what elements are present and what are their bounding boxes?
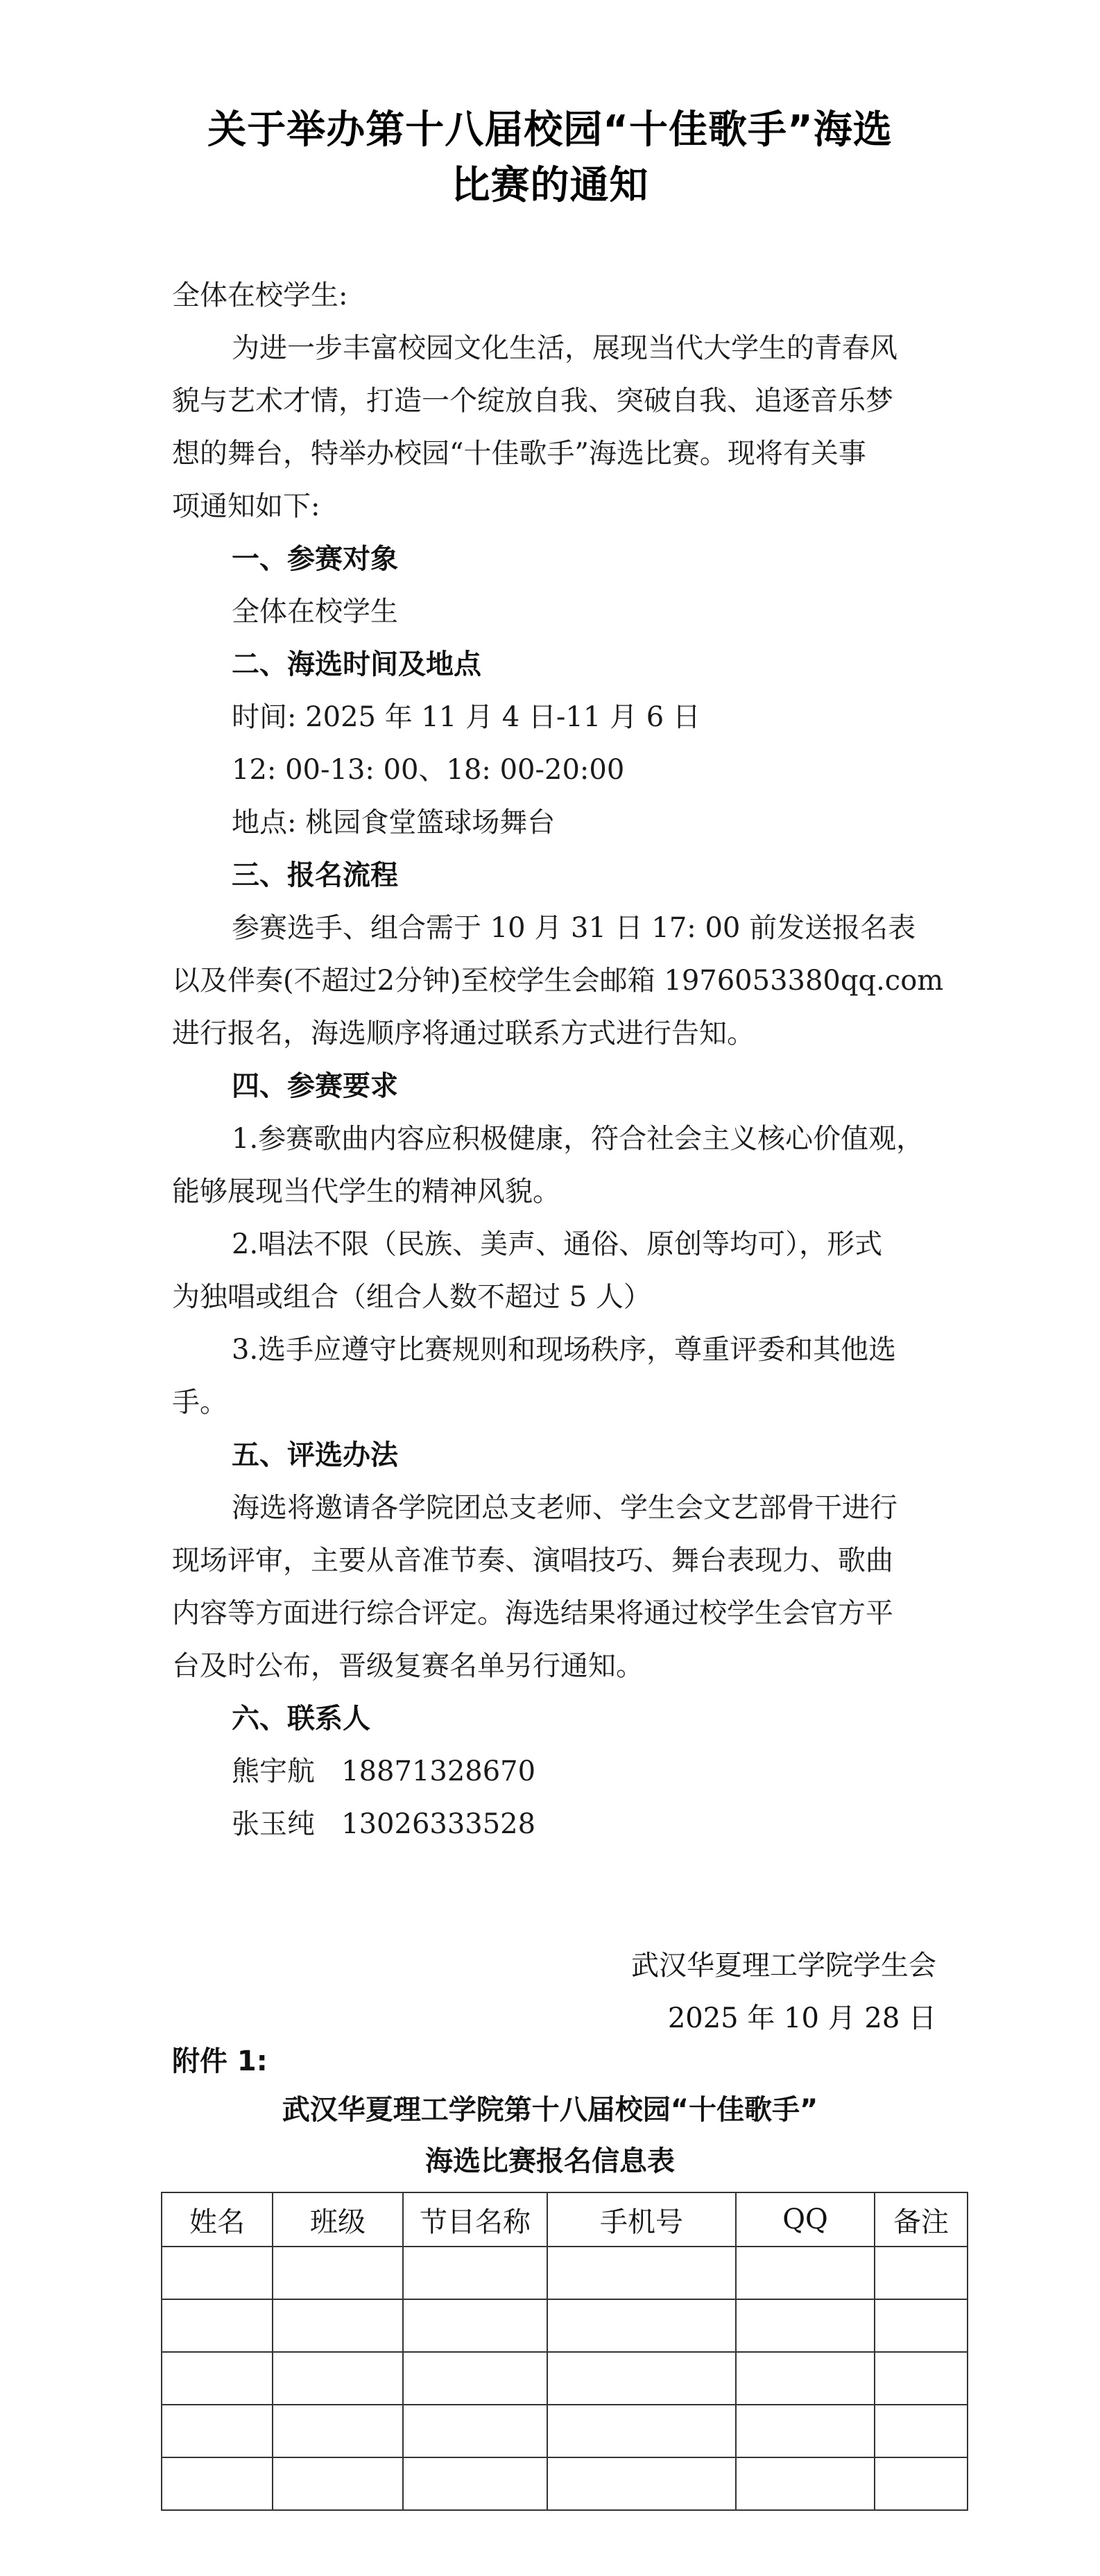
section-text: 能够展现当代学生的精神风貌。 — [172, 1176, 560, 1208]
signature-date: 2025 年 10 月 28 日 — [667, 2002, 936, 2034]
section-text: 以及伴奏(不超过2分钟)至校学生会邮箱 1976053380qq.com — [172, 965, 944, 997]
section-text: 海选将邀请各学院团总支老师、学生会文艺部骨干进行 — [232, 1492, 897, 1524]
table-cell — [547, 2247, 736, 2299]
table-cell — [403, 2457, 547, 2510]
table-cell — [162, 2247, 273, 2299]
section-text: 手。 — [172, 1386, 227, 1418]
table-row — [162, 2299, 968, 2352]
table-cell — [547, 2299, 736, 2352]
table-cell — [736, 2457, 875, 2510]
table-cell — [273, 2405, 403, 2457]
section-heading-time-place: 二、海选时间及地点 — [232, 649, 481, 680]
intro-line: 项通知如下: — [172, 490, 320, 522]
section-text: 现场评审，主要从音准节奏、演唱技巧、舞台表现力、歌曲 — [172, 1545, 893, 1577]
column-header-program: 节目名称 — [403, 2192, 547, 2247]
table-cell — [162, 2352, 273, 2405]
table-row — [162, 2405, 968, 2457]
intro-line: 为进一步丰富校园文化生活，展现当代大学生的青春风 — [232, 332, 897, 364]
table-cell — [162, 2299, 273, 2352]
section-text: 为独唱或组合（组合人数不超过 5 人） — [172, 1281, 651, 1313]
section-text: 时间: 2025 年 11 月 4 日-11 月 6 日 — [232, 701, 701, 733]
section-text: 2.唱法不限（民族、美声、通俗、原创等均可），形式 — [232, 1228, 883, 1260]
contact-person: 张玉纯 13026333528 — [232, 1808, 536, 1840]
table-cell — [403, 2299, 547, 2352]
table-row — [162, 2457, 968, 2510]
attachment-label: 附件 1: — [172, 2045, 268, 2077]
table-cell — [736, 2247, 875, 2299]
section-text: 内容等方面进行综合评定。海选结果将通过校学生会官方平 — [172, 1597, 893, 1629]
section-text: 3.选手应遵守比赛规则和现场秩序，尊重评委和其他选 — [232, 1334, 897, 1366]
section-text: 台及时公布，晋级复赛名单另行通知。 — [172, 1650, 644, 1682]
table-cell — [736, 2299, 875, 2352]
section-text: 全体在校学生 — [232, 596, 398, 628]
section-heading-contacts: 六、联系人 — [232, 1703, 370, 1735]
section-heading-requirements: 四、参赛要求 — [232, 1070, 398, 1102]
section-heading-participants: 一、参赛对象 — [232, 543, 398, 575]
section-text: 参赛选手、组合需于 10 月 31 日 17: 00 前发送报名表 — [232, 912, 916, 944]
table-cell — [273, 2457, 403, 2510]
table-cell — [547, 2352, 736, 2405]
table-cell — [875, 2352, 968, 2405]
table-row — [162, 2247, 968, 2299]
section-text: 地点: 桃园食堂篮球场舞台 — [232, 807, 556, 839]
notice-title-line1: 关于举办第十八届校园“十佳歌手”海选 — [207, 108, 893, 153]
attachment-title-line1: 武汉华夏理工学院第十八届校园“十佳歌手” — [282, 2094, 818, 2126]
table-cell — [875, 2457, 968, 2510]
contact-person: 熊宇航 18871328670 — [232, 1755, 536, 1787]
column-header-phone: 手机号 — [547, 2192, 736, 2247]
intro-line: 想的舞台，特举办校园“十佳歌手”海选比赛。现将有关事 — [172, 438, 866, 470]
signature-organization: 武汉华夏理工学院学生会 — [631, 1950, 936, 1982]
greeting: 全体在校学生: — [172, 280, 348, 311]
table-cell — [273, 2247, 403, 2299]
column-header-class: 班级 — [273, 2192, 403, 2247]
table-cell — [273, 2299, 403, 2352]
column-header-name: 姓名 — [162, 2192, 273, 2247]
table-cell — [273, 2352, 403, 2405]
column-header-qq: QQ — [736, 2192, 875, 2247]
table-cell — [162, 2405, 273, 2457]
notice-title-line2: 比赛的通知 — [451, 163, 649, 208]
column-header-notes: 备注 — [875, 2192, 968, 2247]
table-cell — [162, 2457, 273, 2510]
table-cell — [403, 2352, 547, 2405]
section-heading-evaluation: 五、评选办法 — [232, 1439, 398, 1471]
table-cell — [736, 2352, 875, 2405]
table-cell — [547, 2457, 736, 2510]
table-cell — [875, 2247, 968, 2299]
table-row — [162, 2352, 968, 2405]
table-cell — [736, 2405, 875, 2457]
attachment-title-line2: 海选比赛报名信息表 — [425, 2145, 675, 2177]
intro-line: 貌与艺术才情，打造一个绽放自我、突破自我、追逐音乐梦 — [172, 385, 893, 417]
table-cell — [875, 2405, 968, 2457]
section-text: 进行报名，海选顺序将通过联系方式进行告知。 — [172, 1017, 755, 1049]
table-cell — [403, 2405, 547, 2457]
section-text: 1.参赛歌曲内容应积极健康，符合社会主义核心价值观， — [232, 1123, 925, 1155]
section-heading-registration: 三、报名流程 — [232, 859, 398, 891]
table-cell — [875, 2299, 968, 2352]
table-cell — [547, 2405, 736, 2457]
section-text: 12: 00-13: 00、18: 00-20:00 — [232, 754, 625, 786]
registration-table — [161, 2192, 968, 2511]
table-cell — [403, 2247, 547, 2299]
table-header-row — [162, 2192, 968, 2247]
